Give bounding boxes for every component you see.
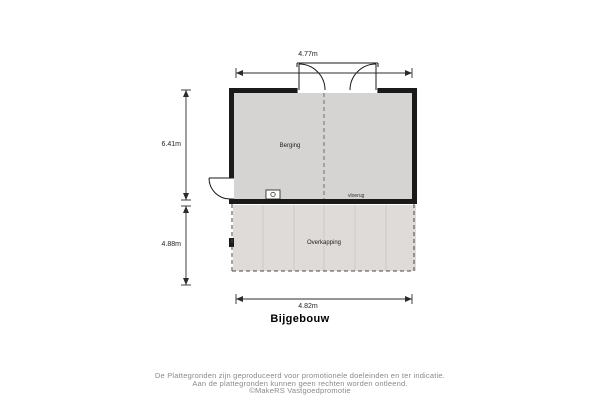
dimension-left-upper [181, 90, 191, 200]
dimension-left-lower [181, 206, 191, 285]
wall-right-upper [412, 88, 417, 204]
dimension-top-label: 4.77m [298, 51, 318, 58]
overkapping-floor [233, 205, 416, 271]
side-door-left [209, 178, 234, 199]
wall-middle [229, 199, 417, 204]
dimension-bottom-label: 4.82m [298, 303, 318, 310]
dimension-left-lower-label: 4.88m [161, 241, 181, 248]
footer-line-3: ©MakeRS Vastgoedpromotie [249, 386, 351, 395]
wall-top-right [378, 88, 417, 93]
dimension-left-upper-label: 6.41m [161, 141, 181, 148]
berging-floor [233, 90, 416, 202]
fixture-sink [266, 190, 280, 199]
annotation-vloerug: vloerug [348, 193, 365, 199]
dimension-top [236, 68, 412, 78]
double-door-top [297, 63, 378, 93]
room-label-overkapping: Overkapping [306, 240, 342, 246]
footer-line-1: De Plattegronden zijn geproduceerd voor promotionele doeleinden en ter indicatie. [154, 371, 446, 380]
page-title: Bijgebouw [270, 313, 330, 325]
footer-line-2: Aan de plattegronden kunnen geen rechten worden ontleend. [192, 379, 408, 388]
wall-top-left [229, 88, 297, 93]
dimension-bottom [236, 294, 412, 304]
room-label-berging: Berging [279, 143, 301, 149]
